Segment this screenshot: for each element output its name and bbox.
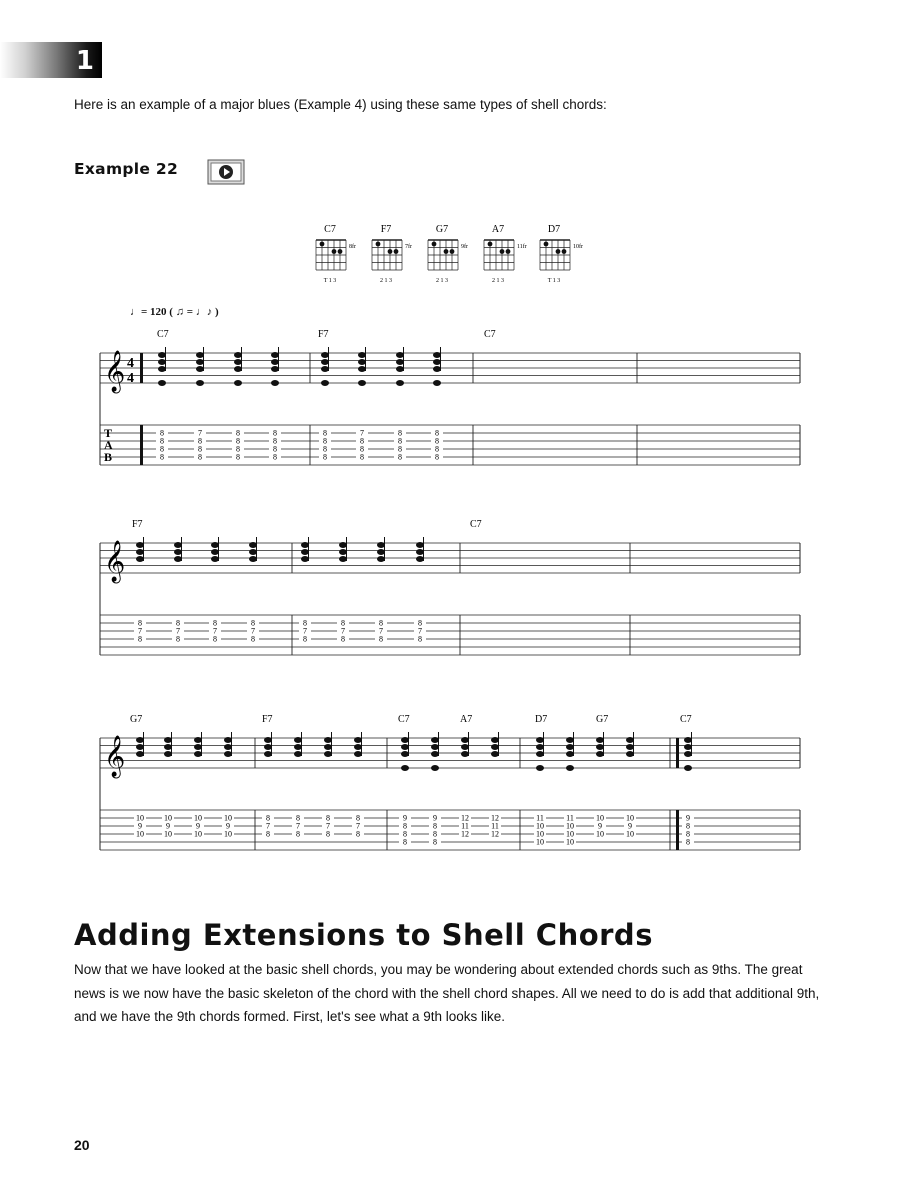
- tab-number: 8: [273, 436, 277, 446]
- tab-number: 8: [273, 428, 277, 438]
- tab-number: 7: [198, 428, 202, 438]
- chord-diagram-f7: [372, 224, 412, 284]
- tab-number: 9: [403, 813, 407, 823]
- tab-number: 9: [138, 821, 142, 831]
- chord-note: [682, 732, 694, 847]
- chord-diagram-fret: 7fr: [405, 244, 412, 250]
- body-text: Now that we have looked at the basic shell chords, you may be wondering about extended chords such as 9ths. The great news is we now have the basic skeleton of the chord with the shell chord shapes. All we need to do is add that additional 9th, and we have the 9th chords formed. First, let's see what a 9th looks like.: [74, 962, 820, 1024]
- chord-note: [156, 347, 168, 462]
- tab-number: 8: [236, 428, 240, 438]
- tab-number: 8: [686, 821, 690, 831]
- tab-number: 8: [435, 444, 439, 454]
- chord-symbol: G7: [596, 714, 609, 725]
- chord-symbol: C7: [680, 714, 692, 725]
- tab-number: 8: [138, 618, 142, 628]
- tab-number: 8: [341, 634, 345, 644]
- chord-note: [269, 347, 281, 462]
- tab-clef-letter: A: [104, 438, 113, 452]
- chord-diagram-d7: [540, 224, 583, 284]
- tab-number: 8: [138, 634, 142, 644]
- tab-number: 7: [356, 821, 360, 831]
- tab-number: 8: [160, 444, 164, 454]
- tab-number: 8: [323, 428, 327, 438]
- tab-number: 10: [194, 829, 202, 839]
- tab-number: 9: [196, 821, 200, 831]
- tab-number: 7: [176, 626, 180, 636]
- tab-number: 8: [379, 634, 383, 644]
- tab-number: 8: [160, 436, 164, 446]
- chord-symbol: F7: [132, 519, 143, 530]
- tab-number: 10: [164, 829, 172, 839]
- tab-number: 8: [435, 436, 439, 446]
- tab-number: 8: [251, 618, 255, 628]
- tab-number: 8: [198, 436, 202, 446]
- tab-number: 7: [326, 821, 330, 831]
- tab-number: 10: [536, 821, 544, 831]
- tab-number: 8: [273, 452, 277, 462]
- tab-number: 8: [273, 444, 277, 454]
- chord-note: [232, 347, 244, 462]
- chord-note: [459, 732, 471, 839]
- tab-number: 7: [303, 626, 307, 636]
- chord-diagram-fret: 11fr: [517, 244, 527, 250]
- tab-number: 8: [398, 428, 402, 438]
- tab-number: 8: [160, 428, 164, 438]
- time-signature: 4: [127, 356, 134, 371]
- tab-clef-letter: B: [104, 450, 113, 464]
- tab-number: 8: [356, 829, 360, 839]
- chord-diagram-fingering: T 1 3: [323, 278, 337, 284]
- chord-note: [192, 732, 204, 839]
- chord-diagrams: [300, 220, 600, 290]
- chord-note: [222, 732, 234, 839]
- chord-note: [194, 347, 206, 462]
- tab-number: 8: [433, 829, 437, 839]
- tab-number: 10: [596, 813, 604, 823]
- tab-number: 8: [296, 813, 300, 823]
- tab-number: 9: [226, 821, 230, 831]
- tempo-marking: [130, 306, 219, 318]
- chord-note: [292, 732, 304, 839]
- chord-note: [429, 732, 441, 847]
- tab-number: 8: [296, 829, 300, 839]
- tab-number: 8: [418, 634, 422, 644]
- chord-note: [534, 732, 546, 847]
- tab-number: 9: [628, 821, 632, 831]
- chord-diagram-name: F7: [380, 224, 392, 235]
- swing-marking: ( ♫ = ♩♪ ): [169, 306, 219, 318]
- treble-clef: 𝄞: [104, 541, 126, 581]
- tab-number: 8: [176, 634, 180, 644]
- chord-diagram-fret: 10fr: [573, 244, 583, 250]
- tab-number: 8: [236, 452, 240, 462]
- tab-number: 10: [566, 829, 574, 839]
- svg-text:4: 4: [127, 371, 134, 386]
- chord-symbol: C7: [398, 714, 410, 725]
- tab-number: 8: [686, 829, 690, 839]
- treble-clef: 𝄞: [104, 736, 126, 776]
- chord-note: [431, 347, 443, 462]
- chord-note: [262, 732, 274, 839]
- chord-diagram-fingering: T 1 3: [547, 278, 561, 284]
- tab-number: 12: [491, 829, 499, 839]
- tab-number: 8: [398, 452, 402, 462]
- tab-number: 8: [303, 618, 307, 628]
- chord-note: [375, 537, 387, 644]
- chord-diagram-fingering: 2 1 3: [492, 278, 504, 284]
- tab-number: 8: [198, 452, 202, 462]
- tab-number: 11: [566, 813, 574, 823]
- chord-symbol: F7: [318, 329, 329, 340]
- chord-diagram-name: C7: [324, 224, 336, 235]
- chord-note: [209, 537, 221, 644]
- tab-number: 8: [213, 618, 217, 628]
- tab-number: 10: [536, 837, 544, 847]
- tab-number: 8: [266, 829, 270, 839]
- chord-diagram-a7: [484, 224, 527, 284]
- chord-note: [414, 537, 426, 644]
- tab-number: 7: [251, 626, 255, 636]
- tab-number: 8: [341, 618, 345, 628]
- tab-number: 8: [323, 452, 327, 462]
- tab-number: 10: [566, 837, 574, 847]
- chord-note: [356, 347, 368, 462]
- tab-number: 10: [536, 829, 544, 839]
- tab-number: 8: [379, 618, 383, 628]
- chord-note: [594, 732, 606, 839]
- tab-number: 8: [326, 813, 330, 823]
- tab-number: 8: [266, 813, 270, 823]
- chord-note: [489, 732, 501, 839]
- tab-number: 7: [341, 626, 345, 636]
- chord-symbol: C7: [484, 329, 496, 340]
- tab-number: 7: [418, 626, 422, 636]
- tab-number: 7: [296, 821, 300, 831]
- chord-diagram-name: D7: [547, 224, 561, 235]
- tab-number: 12: [461, 813, 469, 823]
- chord-note: [394, 347, 406, 462]
- tab-number: 8: [326, 829, 330, 839]
- tab-number: 7: [360, 428, 364, 438]
- tab-number: 8: [356, 813, 360, 823]
- tab-number: 11: [461, 821, 469, 831]
- chord-symbol: C7: [470, 519, 482, 530]
- tab-number: 8: [435, 428, 439, 438]
- chord-symbol: F7: [262, 714, 273, 725]
- chapter-tab: [0, 42, 102, 78]
- tab-number: 10: [164, 813, 172, 823]
- tab-number: 11: [491, 821, 499, 831]
- tab-number: 8: [176, 618, 180, 628]
- tab-number: 12: [491, 813, 499, 823]
- chord-note: [162, 732, 174, 839]
- chord-note: [624, 732, 636, 839]
- tab-number: 8: [236, 444, 240, 454]
- chord-symbol: C7: [157, 329, 169, 340]
- tab-number: 8: [403, 829, 407, 839]
- chord-note: [399, 732, 411, 847]
- tab-number: 8: [213, 634, 217, 644]
- tab-number: 8: [323, 436, 327, 446]
- tab-number: 8: [686, 837, 690, 847]
- tab-number: 10: [566, 821, 574, 831]
- tab-number: 10: [224, 829, 232, 839]
- tab-number: 8: [433, 837, 437, 847]
- section-heading: Adding Extensions to Shell Chords: [74, 918, 653, 952]
- chord-note: [319, 347, 331, 462]
- chord-diagram-fingering: 2 1 3: [380, 278, 392, 284]
- tab-number: 8: [323, 444, 327, 454]
- tab-number: 8: [360, 444, 364, 454]
- chord-diagram-name: A7: [491, 224, 505, 235]
- tab-clef-letter: T: [104, 426, 113, 440]
- chord-diagram-g7: [428, 224, 468, 284]
- tab-number: 9: [166, 821, 170, 831]
- tab-number: 7: [213, 626, 217, 636]
- tab-number: 8: [303, 634, 307, 644]
- tab-number: 8: [236, 436, 240, 446]
- tab-number: 8: [403, 821, 407, 831]
- tab-number: 8: [433, 821, 437, 831]
- chapter-number: 1: [75, 46, 94, 76]
- tab-number: 8: [198, 444, 202, 454]
- tab-number: 10: [626, 813, 634, 823]
- chord-note: [247, 537, 259, 644]
- tab-number: 8: [418, 618, 422, 628]
- chord-symbol: G7: [130, 714, 143, 725]
- tab-number: 7: [266, 821, 270, 831]
- chord-note: [322, 732, 334, 839]
- tab-number: 7: [138, 626, 142, 636]
- chord-note: [299, 537, 311, 644]
- treble-clef: 𝄞: [104, 351, 126, 391]
- tab-number: 8: [360, 436, 364, 446]
- chord-diagram-name: G7: [435, 224, 449, 235]
- tab-number: 8: [398, 444, 402, 454]
- music-system-2: [0, 515, 900, 675]
- chord-note: [134, 732, 146, 839]
- chord-diagram-fret: 9fr: [461, 244, 468, 250]
- tab-number: 9: [686, 813, 690, 823]
- chord-diagram-c7: [316, 224, 356, 284]
- tab-number: 10: [626, 829, 634, 839]
- tab-number: 12: [461, 829, 469, 839]
- chord-note: [352, 732, 364, 839]
- tab-number: 10: [224, 813, 232, 823]
- tab-number: 10: [596, 829, 604, 839]
- play-audio-button[interactable]: [207, 159, 245, 185]
- tab-number: 8: [251, 634, 255, 644]
- chord-note: [564, 732, 576, 847]
- chord-diagram-fingering: 2 1 3: [436, 278, 448, 284]
- tab-number: 8: [398, 436, 402, 446]
- example-label: Example 22: [74, 160, 179, 178]
- tab-number: 10: [136, 829, 144, 839]
- tab-number: 10: [136, 813, 144, 823]
- intro-text: Here is an example of a major blues (Example 4) using these same types of shell chords:: [74, 97, 607, 112]
- tab-number: 9: [598, 821, 602, 831]
- chord-note: [134, 537, 146, 644]
- tab-number: 8: [360, 452, 364, 462]
- chord-symbol: A7: [460, 714, 473, 725]
- tab-number: 9: [433, 813, 437, 823]
- tab-number: 8: [160, 452, 164, 462]
- tab-number: 8: [403, 837, 407, 847]
- music-system-3: [0, 710, 900, 870]
- music-system-1: [0, 325, 900, 485]
- tab-number: 8: [435, 452, 439, 462]
- chord-symbol: D7: [535, 714, 548, 725]
- chord-note: [337, 537, 349, 644]
- tab-number: 10: [194, 813, 202, 823]
- tempo-text: ♩= 120: [130, 306, 167, 318]
- tab-number: 11: [536, 813, 544, 823]
- chord-note: [172, 537, 184, 644]
- chord-diagram-fret: 8fr: [349, 244, 356, 250]
- tab-number: 7: [379, 626, 383, 636]
- page-number: 20: [74, 1137, 90, 1153]
